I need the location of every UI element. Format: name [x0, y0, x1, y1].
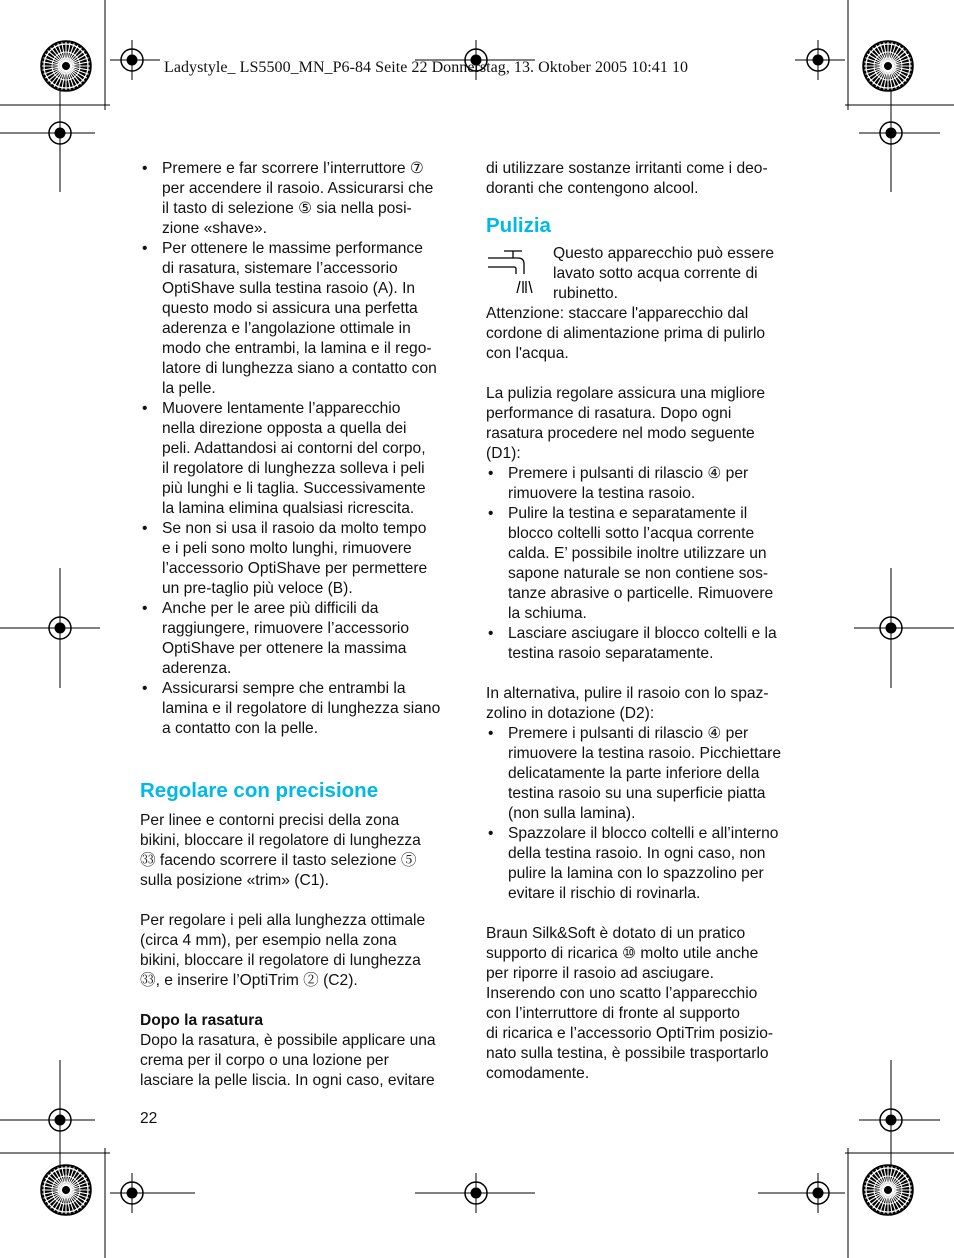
- text-line: rubinetto.: [553, 285, 619, 302]
- text-line: Se non si usa il rasoio da molto tempo: [162, 520, 427, 537]
- text-line: zolino in dotazione (D2):: [486, 705, 655, 722]
- reg-target: [40, 608, 80, 648]
- reg-target: [871, 608, 911, 648]
- text-line: Questo apparecchio può essere: [553, 245, 775, 262]
- bullet-item: [140, 399, 470, 519]
- text-line: lamina e il regolatore di lunghezza siano: [162, 700, 441, 717]
- text-line: latore di lunghezza siano a contatto con: [162, 360, 437, 377]
- text-line: con l’interruttore di fronte al supporto: [486, 1005, 740, 1022]
- text-line: sapone naturale se non contiene sos-: [508, 565, 769, 582]
- text-line: per riporre il rasoio ad asciugare.: [486, 965, 714, 982]
- reg-target: [798, 40, 838, 80]
- text-line: di utilizzare sostanze irritanti come i deo-: [486, 160, 768, 177]
- text-line: rasatura procedere nel modo seguente: [486, 425, 755, 442]
- text-line: cordone di alimentazione prima di pulirlo: [486, 325, 766, 342]
- starburst-bottom-right: [863, 1165, 913, 1215]
- text-line: comodamente.: [486, 1065, 590, 1082]
- wash-note-text: [553, 244, 816, 304]
- attention-note: [486, 304, 816, 364]
- bullet-item: [140, 679, 470, 739]
- reg-target: [871, 1100, 911, 1140]
- text-line: Muovere lentamente l’apparecchio: [162, 400, 401, 417]
- bullet-item: [486, 624, 816, 664]
- text-line: nato sulla testina, è possibile trasportarlo: [486, 1045, 769, 1062]
- text-line: sulla posizione «trim» (C1).: [140, 872, 329, 889]
- right-bullet-list-1: [486, 464, 816, 664]
- text-line: di rasatura, sistemare l’accessorio: [162, 260, 398, 277]
- text-line: Attenzione: staccare l'apparecchio dal: [486, 305, 749, 322]
- text-line: Lasciare asciugare il blocco coltelli e la: [508, 625, 777, 642]
- text-line: Per linee e contorni precisi della zona: [140, 812, 400, 829]
- text-line: OptiShave sulla testina rasoio (A). In: [162, 280, 416, 297]
- paragraph: [140, 911, 470, 991]
- text-line: Inserendo con uno scatto l’apparecchio: [486, 985, 758, 1002]
- paragraph: [140, 1031, 470, 1091]
- reg-target: [112, 40, 152, 80]
- reg-target: [40, 113, 80, 153]
- text-line: (D1):: [486, 445, 521, 462]
- text-line: questo modo si assicura una perfetta: [162, 300, 418, 317]
- text-line: a contatto con la pelle.: [162, 720, 319, 737]
- text-line: La pulizia regolare assicura una migliore: [486, 385, 766, 402]
- bullet-item: [486, 724, 816, 824]
- bullet-item: [486, 824, 816, 904]
- text-line: blocco coltelli sotto l’acqua corrente: [508, 525, 755, 542]
- bullet-item: [140, 159, 470, 239]
- text-line: testina rasoio separatamente.: [508, 645, 714, 662]
- text-line: rimuovere la testina rasoio.: [508, 485, 696, 502]
- section-heading-regolare: Regolare con precisione: [140, 779, 379, 802]
- text-line: OptiShave per ottenere la massima: [162, 640, 407, 657]
- reg-target: [456, 1173, 496, 1213]
- text-line: Premere e far scorrere l’interruttore ⑦: [162, 160, 424, 177]
- print-header: Ladystyle_ LS5500_MN_P6-84 Seite 22 Donnerstag, 13. Oktober 2005 10:41 10: [164, 59, 689, 76]
- running-water-tap-icon: [486, 249, 542, 299]
- text-line: bikini, bloccare il regolatore di lunghezza: [140, 952, 421, 969]
- right-column: [486, 159, 816, 1084]
- text-line: più lunghi e li taglia. Successivamente: [162, 480, 426, 497]
- paragraph: [486, 159, 816, 199]
- text-line: aderenza e l’angolazione ottimale in: [162, 320, 411, 337]
- text-line: zione «shave».: [162, 220, 267, 237]
- text-line: il regolatore di lunghezza solleva i peli: [162, 460, 425, 477]
- text-line: l’accessorio OptiShave per permettere: [162, 560, 428, 577]
- text-line: nella direzione opposta a quella dei: [162, 420, 407, 437]
- wash-note: [486, 244, 816, 304]
- left-column: [140, 159, 470, 1091]
- starburst-top-left: [41, 41, 91, 91]
- text-line: Dopo la rasatura, è possibile applicare una: [140, 1032, 436, 1049]
- text-line: Premere i pulsanti di rilascio ④ per: [508, 725, 749, 742]
- bullet-item: [486, 504, 816, 624]
- right-bullet-list-2: [486, 724, 816, 904]
- text-line: aderenza.: [162, 660, 232, 677]
- text-line: delicatamente la parte inferiore della: [508, 765, 760, 782]
- bullet-item: [140, 599, 470, 679]
- text-line: testina rasoio su una superficie piatta: [508, 785, 766, 802]
- paragraph: [140, 811, 470, 891]
- text-line: peli. Adattandosi ai contorni del corpo,: [162, 440, 426, 457]
- reg-target: [112, 1173, 152, 1213]
- text-line: la schiuma.: [508, 605, 587, 622]
- text-line: un pre-taglio più veloce (B).: [162, 580, 353, 597]
- text-line: Braun Silk&Soft è dotato di un pratico: [486, 925, 746, 942]
- starburst-top-right: [863, 41, 913, 91]
- text-line: (non sulla lamina).: [508, 805, 636, 822]
- paragraph: [486, 384, 816, 464]
- reg-target: [40, 1100, 80, 1140]
- text-line: rimuovere la testina rasoio. Picchiettare: [508, 745, 782, 762]
- paragraph: [486, 684, 816, 724]
- reg-target: [871, 113, 911, 153]
- text-line: Per ottenere le massime performance: [162, 240, 423, 257]
- text-line: crema per il corpo o una lozione per: [140, 1052, 389, 1069]
- text-line: performance di rasatura. Dopo ogni: [486, 405, 732, 422]
- text-line: lavato sotto acqua corrente di: [553, 265, 758, 282]
- text-line: Premere i pulsanti di rilascio ④ per: [508, 465, 749, 482]
- text-line: con l'acqua.: [486, 345, 569, 362]
- bullet-item: [486, 464, 816, 504]
- text-line: la lamina elimina qualsiasi ricrescita.: [162, 500, 415, 517]
- text-line: raggiungere, rimuovere l’accessorio: [162, 620, 410, 637]
- left-bullet-list: [140, 159, 470, 739]
- text-line: Per regolare i peli alla lunghezza ottimale: [140, 912, 426, 929]
- text-line: bikini, bloccare il regolatore di lunghezza: [140, 832, 421, 849]
- text-line: Assicurarsi sempre che entrambi la: [162, 680, 406, 697]
- text-line: evitare il rischio di rovinarla.: [508, 885, 701, 902]
- text-line: pulire la lamina con lo spazzolino per: [508, 865, 764, 882]
- text-line: Pulire la testina e separatamente il: [508, 505, 748, 522]
- subheading-dopo-la-rasatura: Dopo la rasatura: [140, 1012, 264, 1029]
- text-line: (circa 4 mm), per esempio nella zona: [140, 932, 397, 949]
- text-line: per accendere il rasoio. Assicurarsi che: [162, 180, 434, 197]
- section-heading-pulizia: Pulizia: [486, 214, 551, 237]
- text-line: Spazzolare il blocco coltelli e all’interno: [508, 825, 779, 842]
- text-line: il tasto di selezione ⑤ sia nella posi-: [162, 200, 412, 217]
- text-line: ㉝ facendo scorrere il tasto selezione ⑤: [140, 852, 417, 869]
- text-line: la pelle.: [162, 380, 216, 397]
- text-line: Anche per le aree più difficili da: [162, 600, 379, 617]
- text-line: lasciare la pelle liscia. In ogni caso, evitare: [140, 1072, 435, 1089]
- text-line: modo che entrambi, la lamina e il rego-: [162, 340, 432, 357]
- starburst-bottom-left: [41, 1165, 91, 1215]
- text-line: della testina rasoio. In ogni caso, non: [508, 845, 766, 862]
- text-line: In alternativa, pulire il rasoio con lo spaz-: [486, 685, 769, 702]
- bullet-item: [140, 239, 470, 399]
- text-line: doranti che contengono alcool.: [486, 180, 699, 197]
- text-line: di ricarica e l’accessorio OptiTrim posizio-: [486, 1025, 774, 1042]
- text-line: e i peli sono molto lunghi, rimuovere: [162, 540, 412, 557]
- page-number: 22: [140, 1110, 158, 1127]
- text-line: tanze abrasive o particelle. Rimuovere: [508, 585, 774, 602]
- bullet-item: [140, 519, 470, 599]
- text-line: calda. E’ possibile inoltre utilizzare un: [508, 545, 767, 562]
- text-line: supporto di ricarica ⑩ molto utile anche: [486, 945, 759, 962]
- text-line: ㉝, e inserire l’OptiTrim ② (C2).: [140, 972, 358, 989]
- reg-target: [798, 1173, 838, 1213]
- paragraph: [486, 924, 816, 1084]
